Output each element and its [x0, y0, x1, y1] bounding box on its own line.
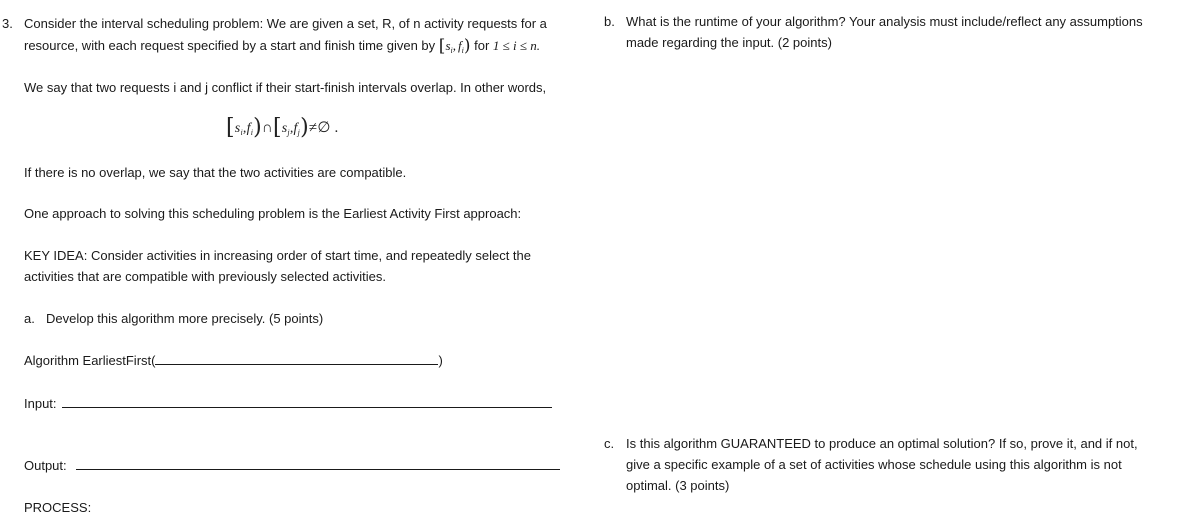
part-a-heading: [24, 308, 323, 329]
index-range: 1 ≤ i ≤ n: [492, 38, 537, 53]
question-intro-line1: Consider the interval scheduling problem: We are given a set, R, of n activity requests for a: [24, 16, 547, 31]
input-blank[interactable]: [62, 395, 552, 408]
compatible-text: If there is no overlap, we say that the two activities are compatible.: [24, 165, 407, 180]
algorithm-params-blank[interactable]: [155, 352, 438, 365]
part-a-label: a.: [24, 311, 35, 326]
question-number: 3.: [2, 16, 13, 31]
part-c-line2: give a specific example of a set of activities whose schedule using this algorithm is not: [626, 457, 1122, 472]
algorithm-signature: [24, 350, 443, 371]
part-c-line3: optimal. (3 points): [626, 478, 730, 493]
input-row: [24, 393, 552, 414]
part-a-text: Develop this algorithm more precisely. (5 points): [46, 311, 324, 326]
interval-formula: [$s_i$, $f_i$): [438, 36, 471, 56]
key-idea-line2: activities that are compatible with previously selected activities.: [24, 269, 386, 284]
algorithm-close: ): [438, 353, 443, 368]
output-label: Output:: [24, 458, 67, 473]
process-label: PROCESS:: [24, 500, 92, 515]
part-c-line1: c. Is this algorithm GUARANTEED to produce an optimal solution? If so, prove it, and if not,: [604, 433, 1138, 454]
question-intro: [2, 13, 547, 34]
approach-text: One approach to solving this scheduling problem is the Earliest Activity First approach:: [24, 206, 522, 221]
question-intro-line2: resource, with each request specified by a start and finish time given by [$s_i$, $f_i$) for 1 ≤ i ≤ n.: [24, 36, 541, 56]
output-blank[interactable]: [76, 457, 560, 470]
part-c-label: c.: [604, 436, 615, 451]
overlap-formula: $[s_i,f_i)\cap[s_j,f_j)\ne\emptyset$ .: [226, 115, 339, 140]
part-b-label: b.: [604, 14, 615, 29]
output-row: [24, 455, 560, 476]
conflict-text: We say that two requests i and j conflict if their start-finish intervals overlap. In other words,: [24, 80, 547, 95]
part-b-line2: made regarding the input. (2 points): [626, 35, 832, 50]
algorithm-label: Algorithm EarliestFirst(: [24, 353, 156, 368]
part-b-line1: b. What is the runtime of your algorithm? Your analysis must include/reflect any assumptions: [604, 11, 1143, 32]
input-label: Input:: [24, 396, 57, 411]
key-idea-line1: KEY IDEA: Consider activities in increasing order of start time, and repeatedly select the: [24, 248, 532, 263]
